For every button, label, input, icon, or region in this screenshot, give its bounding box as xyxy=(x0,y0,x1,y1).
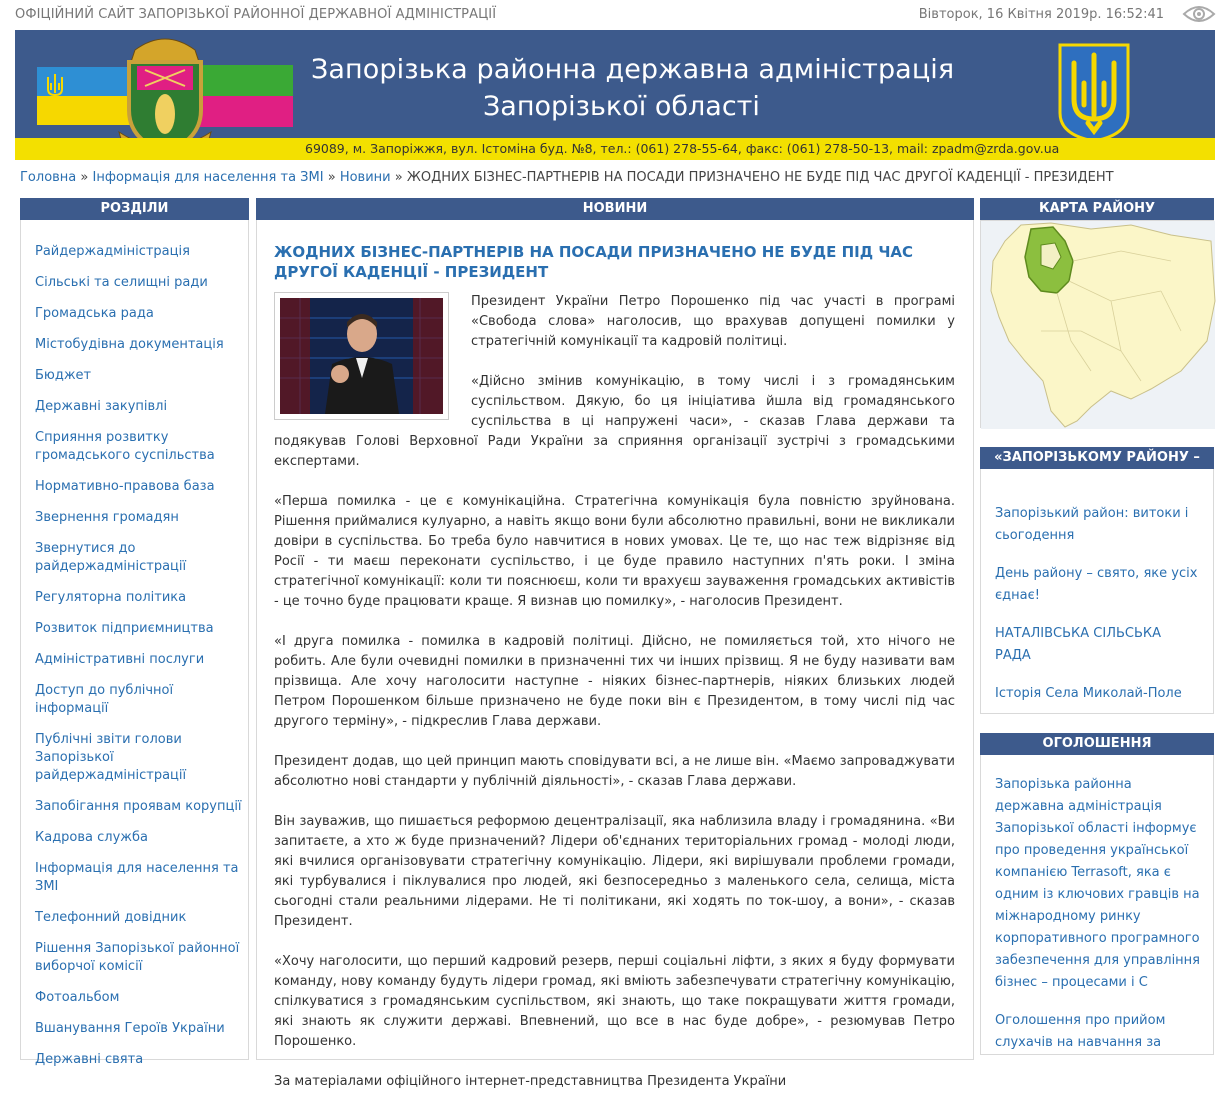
site-title-line2: Запорізької області xyxy=(483,91,760,122)
site-title-line1: Запорізька районна державна адміністрація xyxy=(311,54,955,85)
sidebar-item-heroes[interactable]: Вшанування Героїв України xyxy=(35,1021,225,1036)
anniversary-link-natalivka[interactable]: НАТАЛІВСЬКА СІЛЬСЬКА РАДА xyxy=(995,626,1162,663)
announcements-heading: ОГОЛОШЕННЯ xyxy=(980,733,1214,755)
sidebar-item-photo-album[interactable]: Фотоальбом xyxy=(35,990,120,1005)
sidebar-item-admin-services[interactable]: Адміністративні послуги xyxy=(35,652,205,667)
sidebar-item-phone-directory[interactable]: Телефонний довідник xyxy=(35,910,187,925)
sidebar-item-election-commission[interactable]: Рішення Запорізької районної виборчої комісії xyxy=(35,941,240,974)
current-datetime: Вівторок, 16 Квітня 2019р. 16:52:41 xyxy=(918,7,1164,22)
anniversary-link-district-day[interactable]: День району – свято, яке усіх єднає! xyxy=(995,566,1198,603)
breadcrumb-home-link[interactable]: Головна xyxy=(20,170,77,185)
anniversary-heading: «ЗАПОРІЗЬКОМУ РАЙОНУ – 80» xyxy=(980,447,1214,469)
breadcrumb-separator: » xyxy=(327,170,336,185)
anniversary-link-history[interactable]: Запорізький район: витоки і сьогодення xyxy=(995,506,1189,543)
sidebar-item-raiderzhadmin[interactable]: Райдержадміністрація xyxy=(35,244,190,259)
sidebar-heading: РОЗДІЛИ xyxy=(20,198,249,220)
sidebar-item-public-council[interactable]: Громадська рада xyxy=(35,306,154,321)
sidebar-item-media-info[interactable]: Інформація для населення та ЗМІ xyxy=(35,861,239,894)
sidebar-item-regulatory-policy[interactable]: Регуляторна політика xyxy=(35,590,187,605)
article-title: ЖОДНИХ БІЗНЕС-ПАРТНЕРІВ НА ПОСАДИ ПРИЗНАЧЕНО НЕ БУДЕ ПІД ЧАС ДРУГОЇ КАДЕНЦІЇ - ПРЕЗИДЕНТ xyxy=(274,243,914,281)
small-trident-icon xyxy=(45,73,65,99)
article-source: За матеріалами офіційного інтернет-представництва Президента України xyxy=(274,1074,787,1089)
sidebar-item-budget[interactable]: Бюджет xyxy=(35,368,92,383)
sidebar-item-entrepreneurship[interactable]: Розвиток підприємництва xyxy=(35,621,214,636)
sidebar-item-public-info[interactable]: Доступ до публічної інформації xyxy=(35,683,174,716)
announcements-links xyxy=(995,774,1200,1070)
sidebar-item-contact-admin[interactable]: Звернутися до райдержадміністрації xyxy=(35,541,187,574)
announcement-link-terrasoft[interactable]: Запорізька районна державна адміністрація Запорізької області інформує про проведення української компанією Terrasoft, яка є одним із ключових гравців на міжнародному ринку корпоративного програмного забезпечення для управління бізнес – процесами і С xyxy=(995,777,1200,990)
map-heading: КАРТА РАЙОНУ xyxy=(980,198,1214,220)
article-paragraph: «Хочу наголосити, що перший кадровий резерв, перші соціальні ліфти, з яких я буду формувати команду, нову команду будуть лідери громад, які вміють забезпечувати стратегічну комунікацію, спілкуватися з громадянським суспільством, які знають, що таке покращувати життя громади, які знають як служити державі. Впевнений, що все в нас буде добре», - резюмував Петро Порошенко. xyxy=(274,954,955,1049)
article-paragraph: Президент України Петро Порошенко під час участі в програмі «Свобода слова» наголосив, що врахував допущені помилки у стратегічній комунікації та кадровій політиці. xyxy=(471,294,955,349)
sidebar-menu xyxy=(35,243,250,1082)
sidebar-item-holidays[interactable]: Державні свята xyxy=(35,1052,144,1067)
anniversary-link-mykolai-pole[interactable]: Історія Села Миколай-Поле xyxy=(995,686,1182,701)
article-paragraph: Президент додав, що цей принцип мають сповідувати всі, а не лише він. «Маємо запроваджувати абсолютно нові стандарти у публічній діяльності», - сказав Глава держави. xyxy=(274,754,955,789)
breadcrumb-news-link[interactable]: Новини xyxy=(339,170,391,185)
article-paragraph: «І друга помилка - помилка в кадровій політиці. Дійсно, не помиляється той, хто нічого не робить. Але були очевидні помилки в призначенні тих чи інших прізвищ. Я не буду називати вам прізвища. Але хочу наголосити наступне - ніяких бізнес-партнерів, ніяких близьких людей Петром Порошенком більше призначено не буде поки він є Президентом, в тому числі під час другого терміну», - підкреслив Глава держави. xyxy=(274,634,955,729)
article-body xyxy=(274,292,955,1112)
anniversary-links xyxy=(995,503,1200,721)
sidebar-item-citizen-appeals[interactable]: Звернення громадян xyxy=(35,510,179,525)
sidebar-item-anti-corruption[interactable]: Запобігання проявам корупції xyxy=(35,799,242,814)
contact-address: 69089, м. Запоріжжя, вул. Істоміна буд. №8, тел.: (061) 278-55-64, факс: (061) 278-50-13, mail: zpadm@zrda.gov.ua xyxy=(305,141,1060,156)
sidebar-item-procurement[interactable]: Державні закупівлі xyxy=(35,399,168,414)
sidebar-item-urban-planning[interactable]: Містобудівна документація xyxy=(35,337,224,352)
district-map-image xyxy=(981,221,1215,429)
sidebar-item-civil-society[interactable]: Сприяння розвитку громадського суспільства xyxy=(35,430,215,463)
article-paragraph: «Перша помилка - це є комунікаційна. Стратегічна комунікація була повністю зруйнована. Рішення приймалися кулуарно, а навіть якщо вони були абсолютно правильні, вони не викликали довіри в суспільства. Бо треба було навчитися в нових умовах. Це те, що нас теж відрізняє від Росії - ти маєш переконати суспільство, і це буде правило наступних п'ять роки. І зміна стратегічної комунікації: коли ти пояснюєш, коли ти врахуєш зауваження громадських активістів - це точно буде працювати краще. Я визнав цю помилку», - наголосив Президент. xyxy=(274,494,955,609)
article-paragraph: «Дійсно змінив комунікацію, в тому числі і з громадянським суспільством. Дякую, бо ця ініціатива йшла від громадянського суспільства в ці напружені часи», - сказав Глава держави та подякував Голові Верховної Ради України за сприяння організації зустрічі з громадськими експертами. xyxy=(274,374,955,469)
site-name: ОФІЦІЙНИЙ САЙТ ЗАПОРІЗЬКОЇ РАЙОННОЇ ДЕРЖАВНОЇ АДМІНІСТРАЦІЇ xyxy=(15,7,497,22)
top-bar xyxy=(0,0,1230,30)
breadcrumb xyxy=(20,170,1114,185)
sidebar-item-village-councils[interactable]: Сільські та селищні ради xyxy=(35,275,208,290)
sidebar-item-legal-base[interactable]: Нормативно-правова база xyxy=(35,479,215,494)
district-map[interactable] xyxy=(980,220,1214,428)
breadcrumb-current: ЖОДНИХ БІЗНЕС-ПАРТНЕРІВ НА ПОСАДИ ПРИЗНАЧЕНО НЕ БУДЕ ПІД ЧАС ДРУГОЇ КАДЕНЦІЇ - ПРЕЗИДЕНТ xyxy=(406,170,1114,185)
breadcrumb-separator: » xyxy=(394,170,403,185)
trident-icon xyxy=(1058,43,1130,143)
breadcrumb-separator: » xyxy=(80,170,89,185)
article-paragraph: Він зауважив, що пишається реформою децентралізації, яка наблизила владу і громадянина. «Ви запитаєте, а хто ж буде призначений? Лідери об'єднаних територіальних громад - молоді люди, які вчилися організовувати стратегічну комунікацію. Лідери, які вирішували проблеми громади, які турбувалися і піклувалися про людей, які безпосередньо з маленького села, селища, міста сьогодні стали реальними лідерами. Не ті політикани, які ходять по ток-шоу, а вони», - сказав Президент. xyxy=(274,814,955,929)
site-banner xyxy=(15,30,1215,160)
sidebar-item-public-reports[interactable]: Публічні звіти голови Запорізької райдержадміністрації xyxy=(35,732,187,783)
breadcrumb-section-link[interactable]: Інформація для населення та ЗМІ xyxy=(92,170,324,185)
announcement-link-training[interactable]: Оголошення про прийом слухачів на навчання за xyxy=(995,1013,1166,1050)
sidebar-item-hr[interactable]: Кадрова служба xyxy=(35,830,148,845)
news-heading: НОВИНИ xyxy=(256,198,974,220)
eye-icon[interactable] xyxy=(1182,4,1216,24)
